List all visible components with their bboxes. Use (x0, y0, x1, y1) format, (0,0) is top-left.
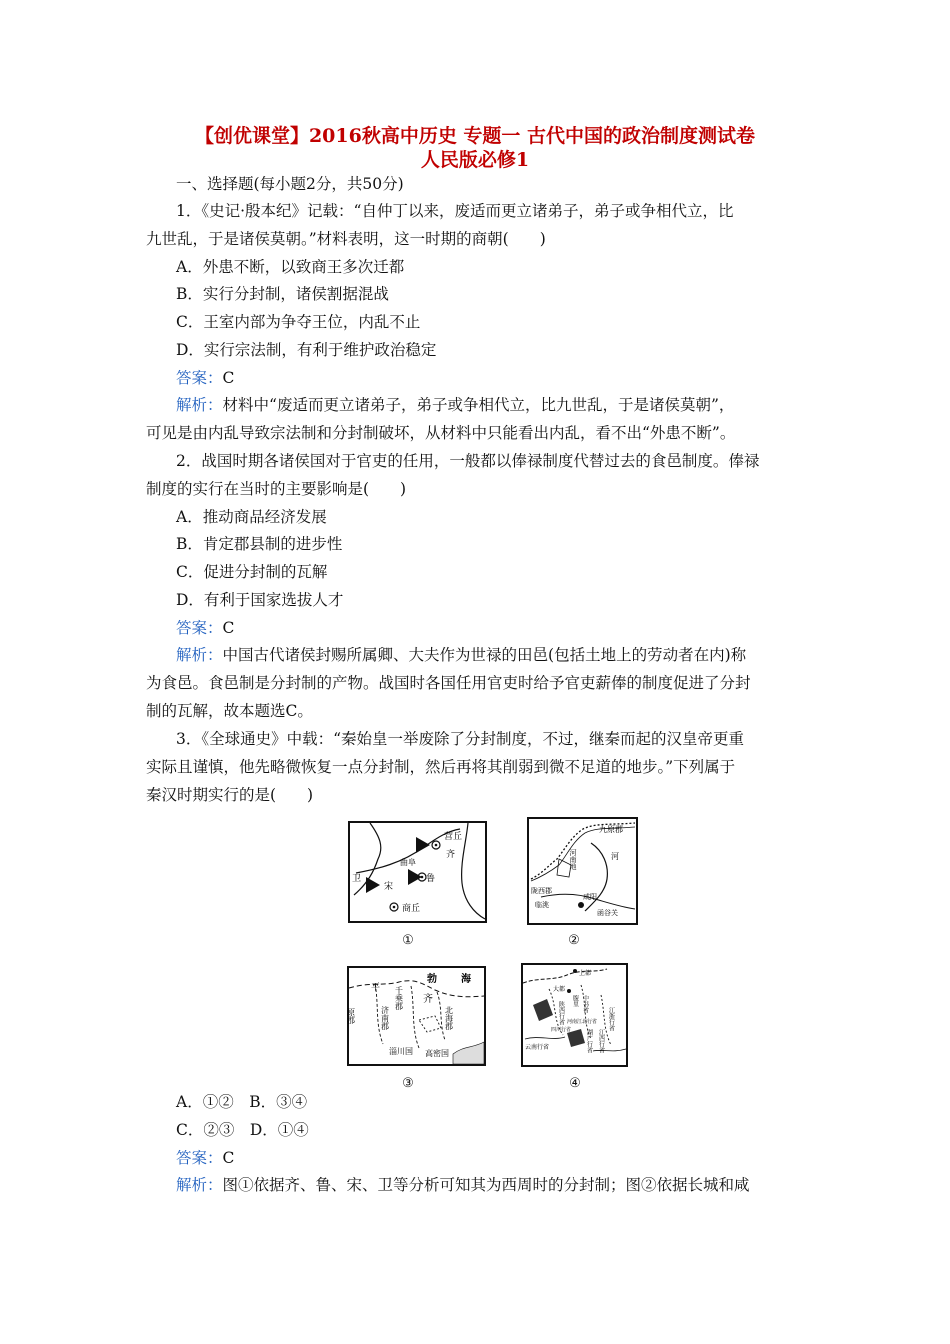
map-4-label: ④ (569, 1076, 581, 1091)
place-label: 函谷关 (597, 909, 618, 917)
doc-title-line1: 【创优课堂】2016秋高中历史 专题一 古代中国的政治制度测试卷 (194, 125, 756, 147)
place-label: 湖广行省 (585, 1029, 593, 1053)
q2-analysis-line1 (176, 645, 836, 665)
map-2-label: ② (568, 933, 580, 948)
q1-stem-line1: 1．《史记·殷本纪》记载：“自仲丁以来，废适而更立诸弟子，弟子或争相代立，比 (176, 202, 734, 220)
place-label: 中书省 (581, 995, 589, 1013)
q1-option-b: B．实行分封制，诸侯割据混战 (176, 285, 389, 303)
q1-option-c: C．王室内部为争夺王位，内乱不止 (176, 313, 421, 331)
q1-analysis-line1 (176, 395, 836, 415)
q1-stem-line2: 九世乱，于是诸侯莫朝。”材料表明，这一时期的商朝( ) (146, 230, 546, 248)
q1-option-a: A．外患不断，以致商王多次迁都 (176, 258, 405, 276)
place-label: 河 (611, 852, 619, 861)
place-label: 九原郡 (599, 825, 623, 834)
place-label: 千乘郡 (394, 986, 404, 1010)
q2-answer (176, 618, 836, 638)
place-label: 淄川国 (389, 1047, 413, 1056)
place-label: 宋 (384, 882, 394, 892)
place-label: 海 (461, 974, 471, 985)
q2-analysis-line2: 为食邑。食邑制是分封制的产物。战国时各国任用官吏时给予官吏薪俸的制度促进了分封 (146, 674, 751, 692)
place-label: 北海郡 (444, 1006, 454, 1030)
place-label: 咸阳 (583, 893, 597, 901)
map-4-yuan (521, 963, 628, 1067)
q2-option-b: B．肯定郡县制的进步性 (176, 535, 343, 553)
map-1-western-zhou (348, 821, 487, 923)
place-label: 鲁 (426, 874, 436, 884)
analysis-label: 解析： (176, 646, 223, 664)
place-label: 原郡 (346, 1008, 356, 1024)
place-label: 商丘 (402, 904, 421, 914)
place-label: 陕西行省 (557, 1001, 565, 1025)
q3-analysis-line1 (176, 1175, 836, 1195)
q2-option-c: C．促进分封制的瓦解 (176, 563, 328, 581)
place-label: 平 (371, 983, 381, 993)
map-2-drawing (529, 819, 636, 923)
place-label: 勃 (427, 974, 437, 985)
place-label: 高密国 (425, 1049, 449, 1058)
analysis-text: 材料中“废适而更立诸弟子，弟子或争相代立，比九世乱，于是诸侯莫朝”， (222, 396, 735, 414)
place-label: 曲阜 (400, 858, 416, 867)
q3-options-cd: C．②③ D．①④ (176, 1121, 309, 1139)
q2-stem-line1: 2．战国时期各诸侯国对于官吏的任用，一般都以俸禄制度代替过去的食邑制度。俸禄 (176, 452, 760, 470)
place-label: 江浙行省 (607, 1007, 615, 1031)
map-2-qin (527, 817, 638, 925)
place-label: 卫 (352, 874, 362, 884)
place-label: 江西行省 (597, 1029, 605, 1053)
map-1-label: ① (402, 933, 414, 948)
place-label: 临洮 (535, 901, 549, 909)
answer-value: C (222, 1149, 235, 1167)
map-3-label: ③ (402, 1076, 414, 1091)
q2-option-d: D．有利于国家选拔人才 (176, 591, 344, 609)
place-label: 营丘 (444, 832, 463, 842)
analysis-label: 解析： (176, 1176, 223, 1194)
place-label: 齐 (423, 994, 433, 1005)
place-label: 济南郡 (380, 1006, 390, 1030)
map-3-drawing (346, 968, 484, 1064)
answer-label: 答案： (176, 1149, 223, 1167)
answer-value: C (222, 619, 235, 637)
place-label: 腹里 (571, 995, 579, 1007)
map-1-drawing (350, 823, 485, 921)
place-label: 陇西郡 (531, 887, 552, 895)
answer-label: 答案： (176, 369, 223, 387)
answer-value: C (222, 369, 235, 387)
q1-option-d: D．实行宗法制，有利于维护政治稳定 (176, 341, 437, 359)
map-4-drawing (523, 965, 626, 1065)
analysis-label: 解析： (176, 396, 223, 414)
q1-answer (176, 368, 836, 388)
place-label: 大都 (553, 986, 566, 993)
analysis-text: 图①依据齐、鲁、宋、卫等分析可知其为西周时的分封制；图②依据长城和咸 (222, 1176, 750, 1194)
q2-option-a: A．推动商品经济发展 (176, 508, 327, 526)
q2-analysis-line3: 制的瓦解，故本题选C。 (146, 702, 313, 720)
q1-analysis-line2: 可见是由内乱导致宗法制和分封制破坏，从材料中只能看出内乱，看不出“外患不断”。 (146, 424, 736, 442)
q3-answer (176, 1148, 836, 1168)
doc-title-line2: 人民版必修1 (420, 149, 530, 171)
section-heading: 一、选择题(每小题2分，共50分) (176, 175, 404, 193)
answer-label: 答案： (176, 619, 223, 637)
q3-options-ab: A．①② B．③④ (176, 1093, 308, 1111)
q3-stem-line1: 3．《全球通史》中载：“秦始皇一举废除了分封制度，不过，继秦而起的汉皇帝更重 (176, 730, 745, 748)
place-label: 云南行省 (525, 1044, 550, 1051)
place-label: 齐 (446, 850, 456, 860)
place-label: 四川行省 (551, 1027, 572, 1033)
q3-stem-line2: 实际且谨慎，他先略微恢复一点分封制，然后再将其削弱到微不足道的地步。”下列属于 (146, 758, 736, 776)
place-label: 河南江北行省 (567, 1019, 598, 1025)
analysis-text: 中国古代诸侯封赐所属卿、大夫作为世禄的田邑(包括土地上的劳动者在内)称 (222, 646, 747, 664)
place-label: 河南地 (569, 849, 577, 870)
q2-stem-line2: 制度的实行在当时的主要影响是( ) (146, 480, 407, 498)
place-label: 上都 (579, 970, 592, 977)
map-3-han (347, 966, 486, 1066)
q3-stem-line3: 秦汉时期实行的是( ) (146, 786, 314, 804)
